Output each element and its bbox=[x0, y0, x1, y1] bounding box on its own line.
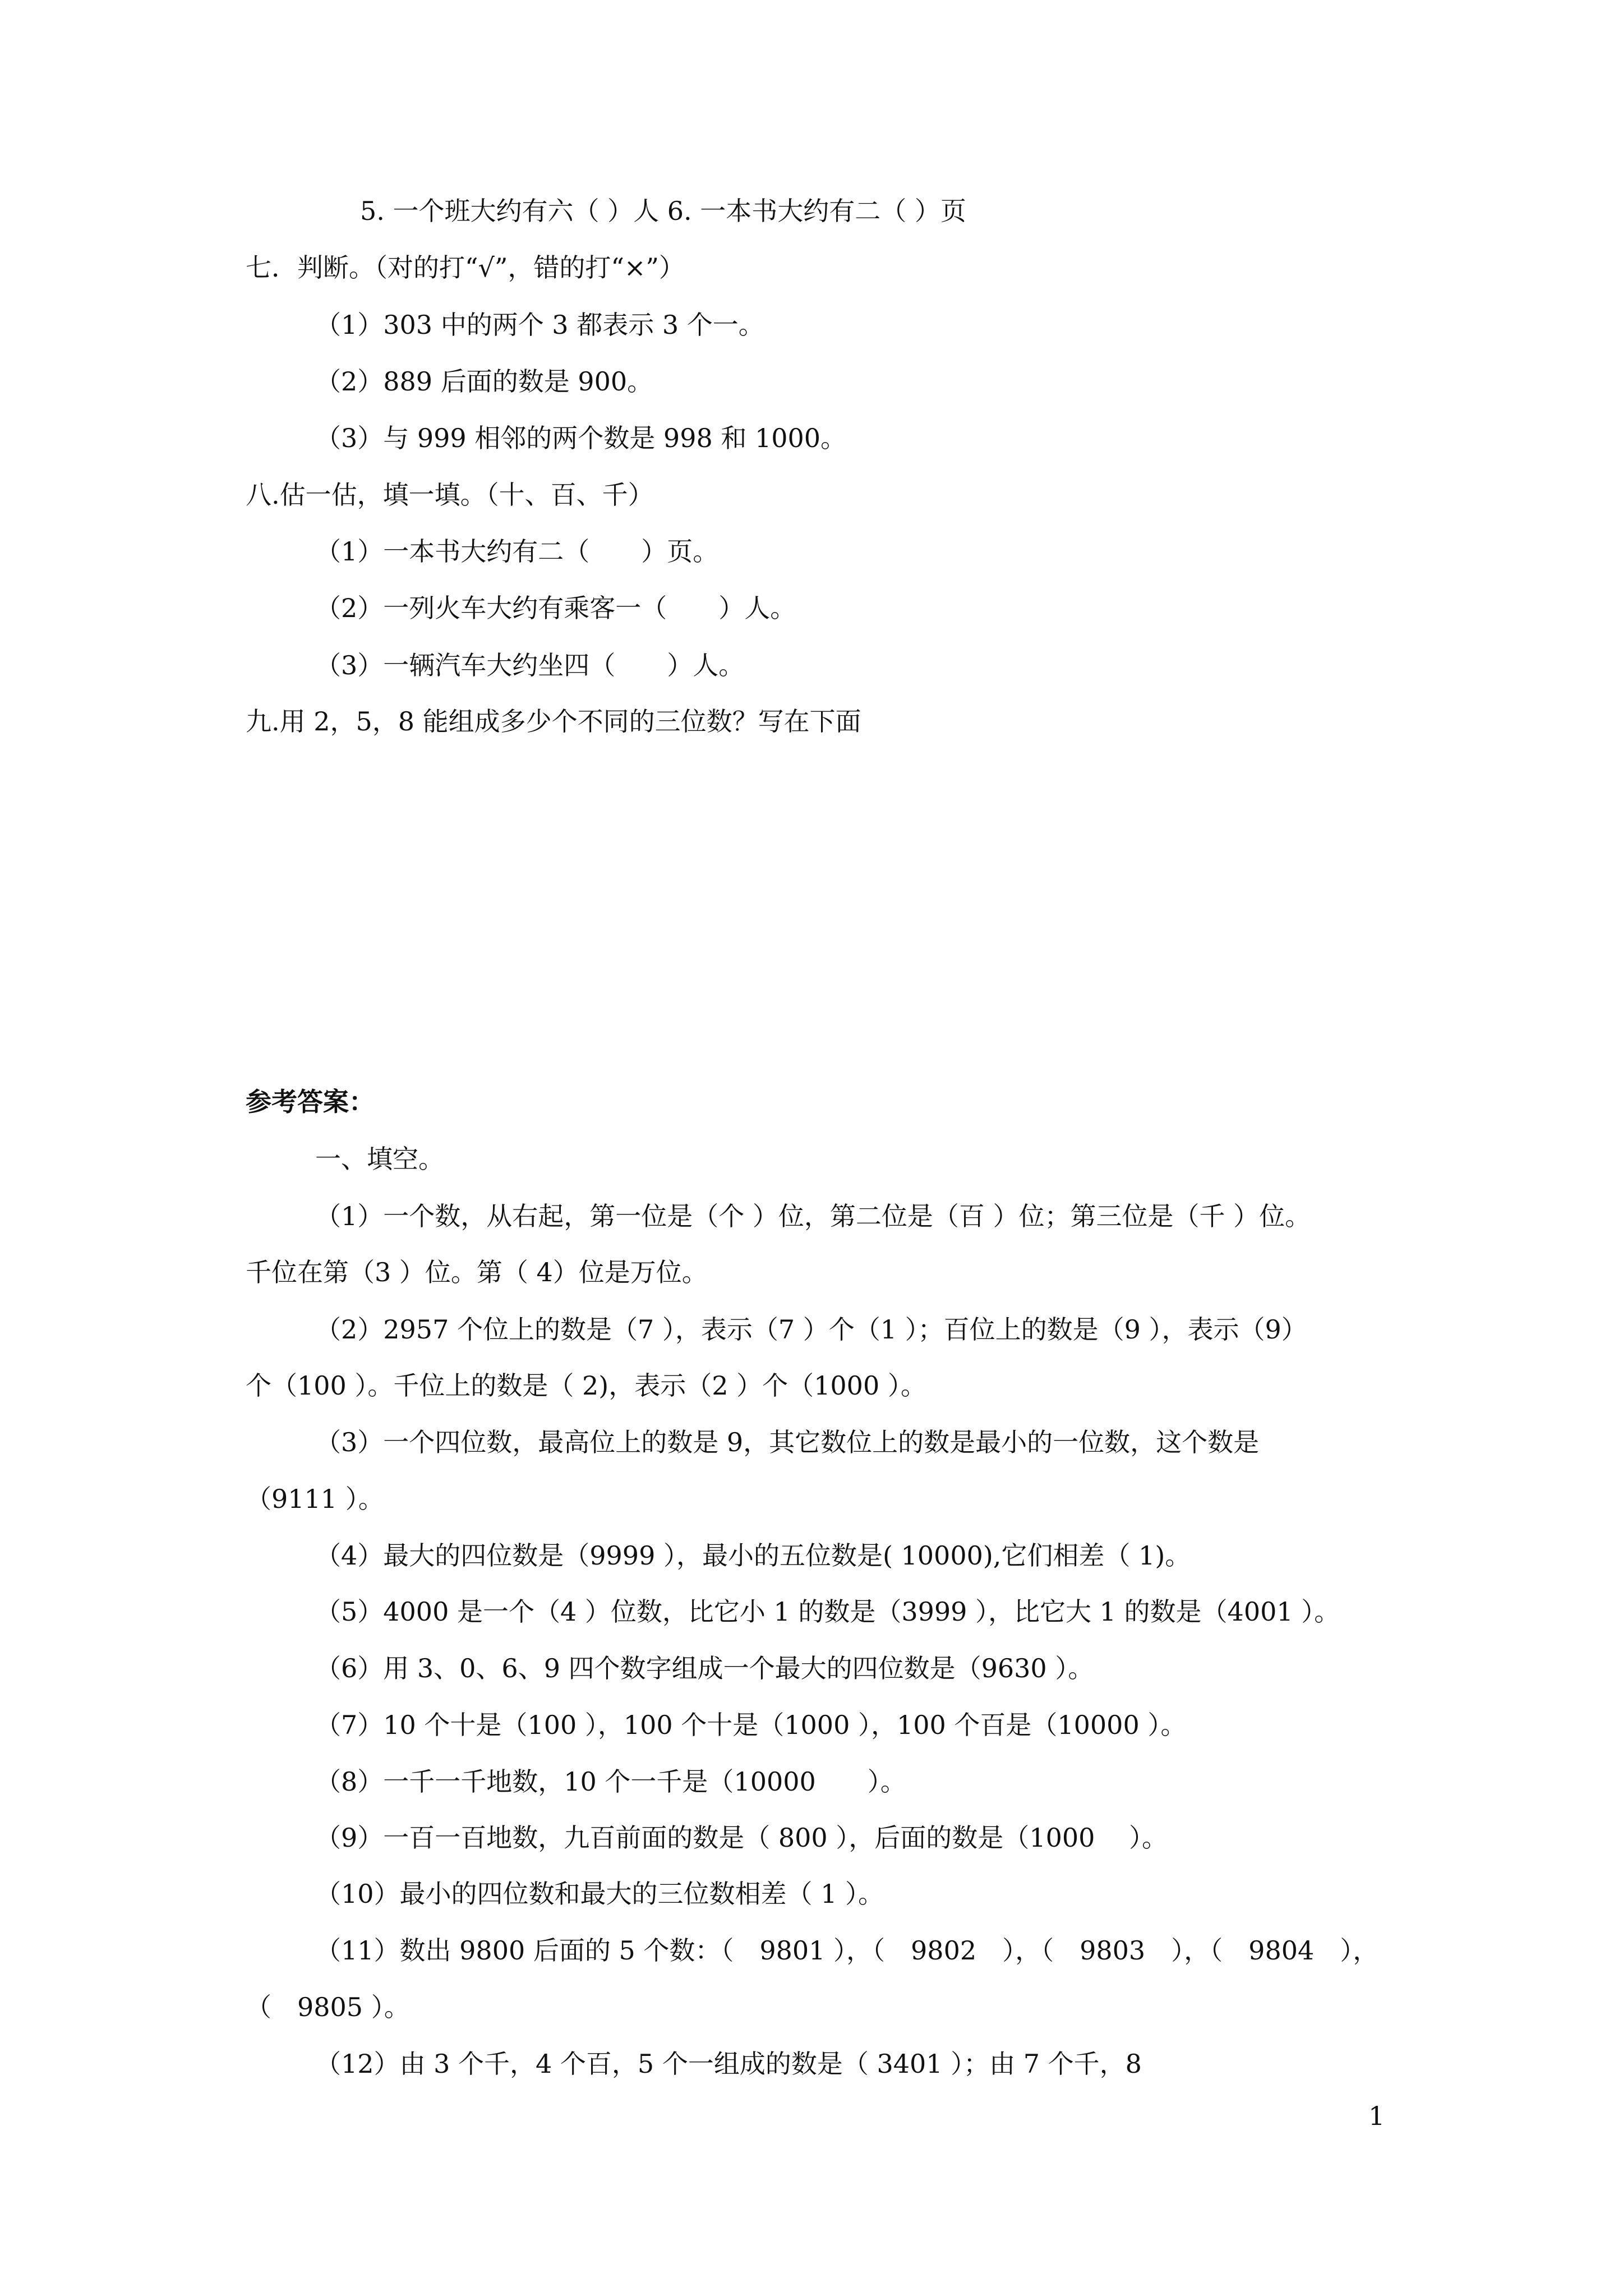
page-number: 1 bbox=[1368, 2101, 1385, 2131]
answers-heading: 参考答案： bbox=[246, 1087, 375, 1117]
section-7-item-3: （3）与 999 相邻的两个数是 998 和 1000。 bbox=[315, 423, 847, 453]
answer-line: （4）最大的四位数是（9999 ），最小的五位数是( 10000),它们相差（ 1)。 bbox=[315, 1540, 1191, 1571]
answer-line: （12）由 3 个千，4 个百，5 个一组成的数是（ 3401 ）；由 7 个千，8 bbox=[315, 2049, 1142, 2079]
answer-line: 千位在第（3 ）位。第（ 4）位是万位。 bbox=[246, 1257, 708, 1287]
section-7-item-1: （1）303 中的两个 3 都表示 3 个一。 bbox=[315, 310, 764, 340]
answer-line: （9111 ）。 bbox=[246, 1484, 384, 1514]
section-7-title: 七．判断。（对的打“√”，错的打“×”） bbox=[246, 252, 685, 283]
section-8-title: 八.估一估，填一填。（十、百、千） bbox=[246, 480, 654, 510]
answer-line: （ 9805 ）。 bbox=[246, 1992, 410, 2022]
section-8-item-1: （1）一本书大约有二（ ）页。 bbox=[315, 536, 719, 567]
section-8-item-2: （2）一列火车大约有乘客一（ ）人。 bbox=[315, 593, 796, 623]
answer-line: （2）2957 个位上的数是（7 ），表示（7 ）个（1 ）；百位上的数是（9 ），表示（9） bbox=[315, 1314, 1307, 1345]
answer-line: （11）数出 9800 后面的 5 个数：（ 9801 ），（ 9802 ），（ 9803 ），（ 9804 ）， bbox=[315, 1935, 1379, 1966]
answer-line: （8）一千一千地数，10 个一千是（10000 ）。 bbox=[315, 1766, 906, 1797]
answers-part-1-title: 一、填空。 bbox=[315, 1144, 444, 1174]
section-9-title: 九.用 2，5，8 能组成多少个不同的三位数？写在下面 bbox=[246, 706, 861, 737]
fill-blank-line-5-6: 5. 一个班大约有六（ ）人 6. 一本书大约有二（ ）页 bbox=[360, 196, 966, 226]
answer-line: （5）4000 是一个（4 ）位数，比它小 1 的数是（3999 ），比它大 1 的数是（4001 ）。 bbox=[315, 1596, 1340, 1627]
answer-line: 个（100 ）。千位上的数是（ 2)，表示（2 ）个（1000 ）。 bbox=[246, 1370, 926, 1401]
section-8-item-3: （3）一辆汽车大约坐四（ ）人。 bbox=[315, 650, 745, 680]
answer-line: （7）10 个十是（100 ），100 个十是（1000 ），100 个百是（10000 ）。 bbox=[315, 1710, 1187, 1740]
answer-line: （1）一个数，从右起，第一位是（个 ）位，第二位是（百 ）位；第三位是（千 ）位。 bbox=[315, 1201, 1311, 1231]
answer-line: （6）用 3、0、6、9 四个数字组成一个最大的四位数是（9630 ）。 bbox=[315, 1653, 1094, 1683]
section-7-item-2: （2）889 后面的数是 900。 bbox=[315, 366, 653, 397]
answer-line: （9）一百一百地数，九百前面的数是（ 800 ），后面的数是（1000 ）。 bbox=[315, 1823, 1168, 1853]
answer-line: （3）一个四位数，最高位上的数是 9，其它数位上的数是最小的一位数，这个数是 bbox=[315, 1427, 1260, 1457]
answer-line: （10）最小的四位数和最大的三位数相差（ 1 ）。 bbox=[315, 1879, 884, 1909]
